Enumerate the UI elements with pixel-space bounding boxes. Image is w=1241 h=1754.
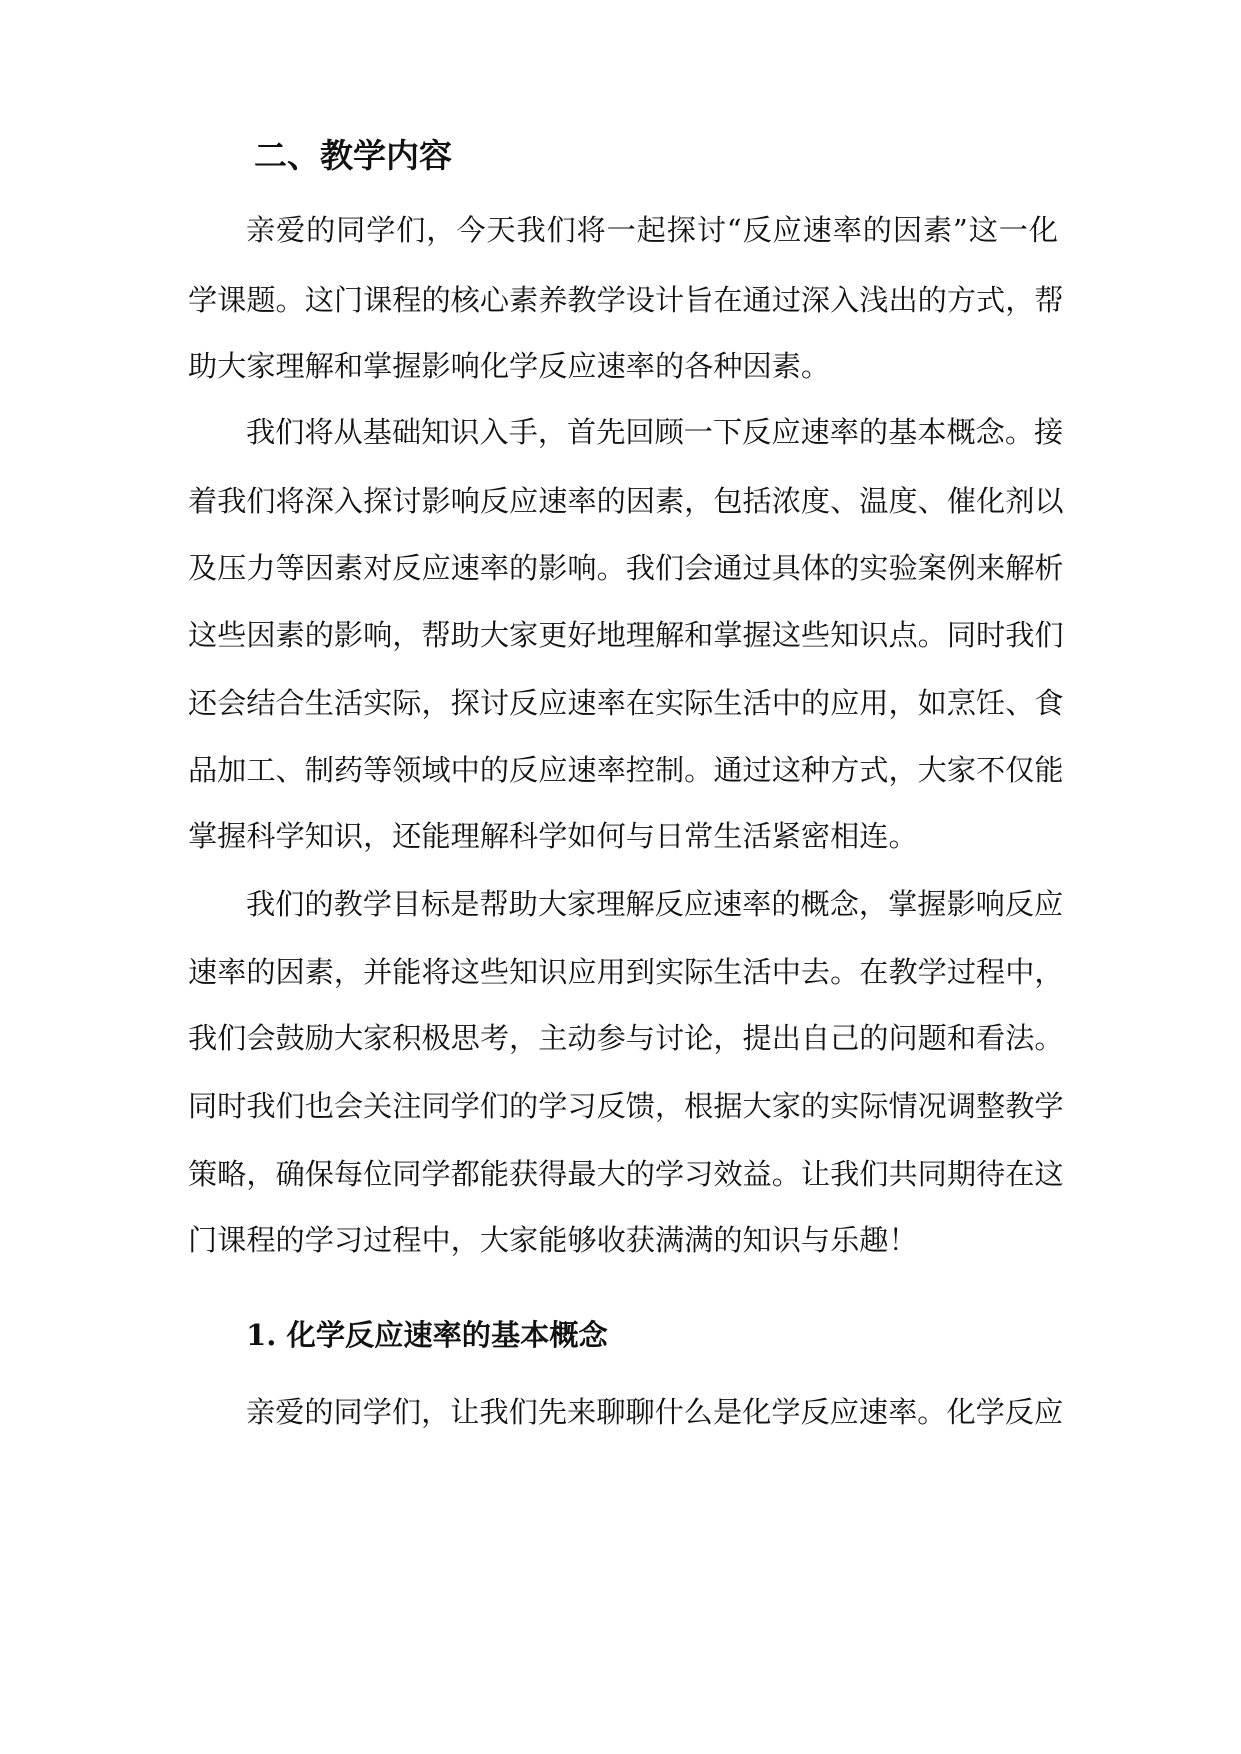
paragraph-3-line-4: 同时我们也会关注同学们的学习反馈，根据大家的实际情况调整教学 [188,1089,1064,1123]
paragraph-1-line-3: 助大家理解和掌握影响化学反应速率的各种因素。 [188,349,831,383]
paragraph-2-line-7: 掌握科学知识，还能理解科学如何与日常生活紧密相连。 [188,819,918,853]
paragraph-1-line-2: 学课题。这门课程的核心素养教学设计旨在通过深入浅出的方式，帮 [188,283,1064,317]
paragraph-2-line-2: 着我们将深入探讨影响反应速率的因素，包括浓度、温度、催化剂以 [188,484,1064,518]
paragraph-2-line-6: 品加工、制药等领域中的反应速率控制。通过这种方式，大家不仅能 [188,753,1064,787]
paragraph-2-line-1: 我们将从基础知识入手，首先回顾一下反应速率的基本概念。接 [246,415,1064,449]
section-heading: 二、教学内容 [254,136,452,175]
subsection-heading: 1. 化学反应速率的基本概念 [246,1318,608,1352]
paragraph-1-line-1: 亲爱的同学们，今天我们将一起探讨“反应速率的因素”这一化 [246,213,1058,247]
paragraph-3-line-5: 策略，确保每位同学都能获得最大的学习效益。让我们共同期待在这 [188,1157,1064,1191]
paragraph-4-line-1: 亲爱的同学们，让我们先来聊聊什么是化学反应速率。化学反应 [246,1395,1064,1429]
paragraph-3-line-3: 我们会鼓励大家积极思考，主动参与讨论，提出自己的问题和看法。 [188,1021,1064,1055]
paragraph-2-line-3: 及压力等因素对反应速率的影响。我们会通过具体的实验案例来解析 [188,551,1064,585]
paragraph-3-line-2: 速率的因素，并能将这些知识应用到实际生活中去。在教学过程中， [188,955,1064,989]
paragraph-3-line-6: 门课程的学习过程中，大家能够收获满满的知识与乐趣！ [188,1223,918,1257]
paragraph-2-line-5: 还会结合生活实际，探讨反应速率在实际生活中的应用，如烹饪、食 [188,686,1064,720]
paragraph-3-line-1: 我们的教学目标是帮助大家理解反应速率的概念，掌握影响反应 [246,887,1064,921]
paragraph-2-line-4: 这些因素的影响，帮助大家更好地理解和掌握这些知识点。同时我们 [188,618,1064,652]
